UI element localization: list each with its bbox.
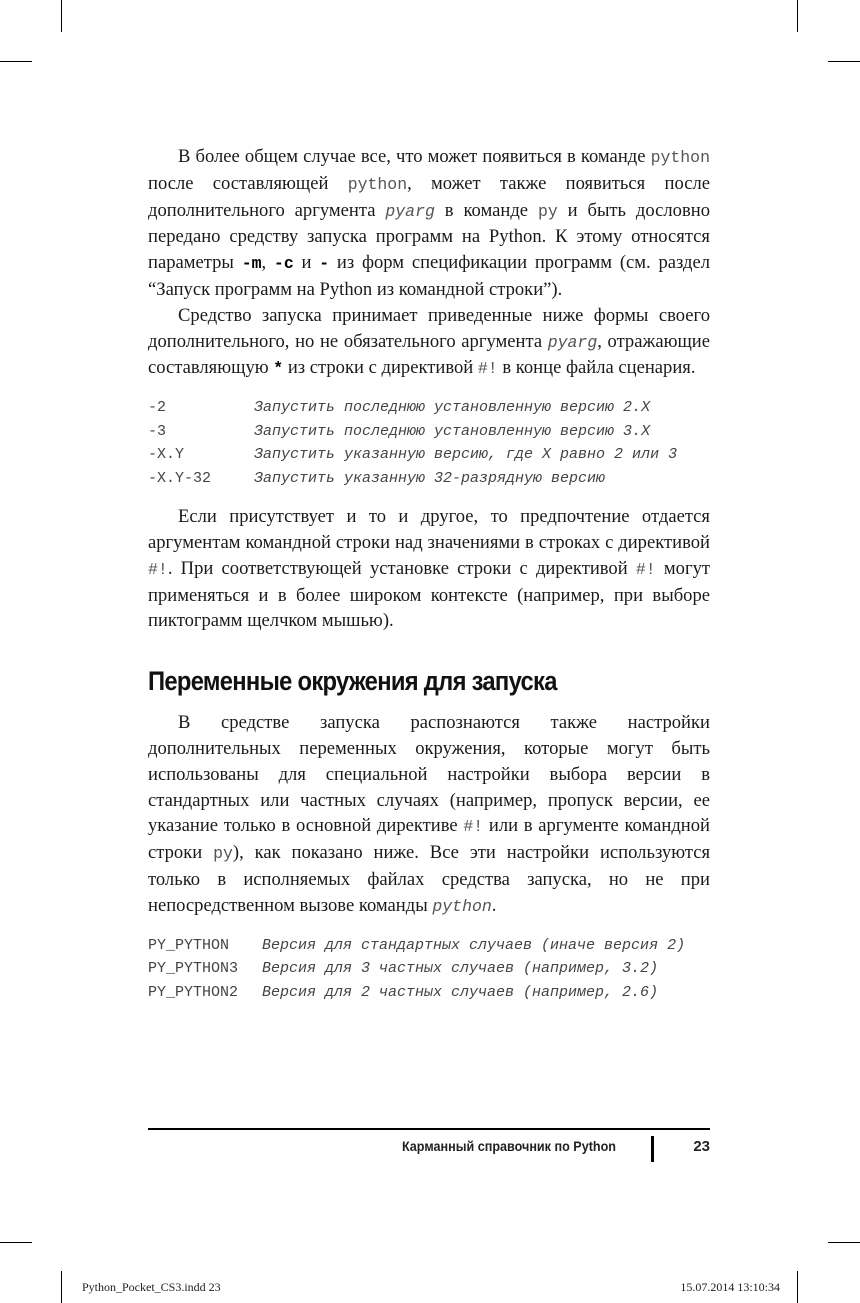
slug-file: Python_Pocket_CS3.indd 23 [82, 1280, 221, 1294]
slug-datetime: 15.07.2014 13:10:34 [680, 1280, 780, 1294]
crop-mark [828, 1242, 860, 1243]
page-number: 23 [693, 1138, 710, 1155]
paragraph-1: В более общем случае все, что может появиться в команде python после составляющей python, может также появиться после дополнительного аргумента pyarg в команде py и быть дословно передано средству запуска программ на Python. К этому относятся параметры -m, -c и - из форм спецификации программ (см. раздел “Запуск программ на Python из командной строки”). [148, 146, 711, 300]
launcher-options-list [148, 396, 710, 490]
page-body [148, 144, 710, 1004]
footer-separator [651, 1136, 654, 1162]
env-vars-list [148, 934, 710, 1005]
list-item: -2 Запустить последнюю установленную версию 2.X [148, 399, 651, 417]
crop-mark [797, 1271, 798, 1303]
footer-book-title: Карманный справочник по Python [401, 1138, 616, 1154]
crop-mark [61, 1271, 62, 1303]
list-item: -X.Y Запустить указанную версию, где X равно 2 или 3 [148, 446, 678, 464]
crop-mark [0, 61, 32, 62]
crop-mark [828, 61, 860, 62]
list-item: PY_PYTHON2 Версия для 2 частных случаев (например, 2.6) [148, 983, 659, 1001]
section-heading: Переменные окружения для запуска [148, 666, 557, 697]
list-item: PY_PYTHON Версия для стандартных случаев (иначе версия 2) [148, 936, 686, 954]
paragraph-4: В средстве запуска распознаются также настройки дополнительных переменных окружения, которые могут быть использованы для специальной настройки выбора версии в стандартных или частных случаях (например, пропуск версии, ее указание только в основной директиве #! или в аргументе командной строки py), как показано ниже. Все эти настройки используются только в исполняемых файлах средства запуска, но не при непосредственном вызове команды python. [148, 712, 710, 916]
crop-mark [0, 1242, 32, 1243]
list-item: PY_PYTHON3 Версия для 3 частных случаев (например, 3.2) [148, 960, 659, 978]
paragraph-3: Если присутствует и то и другое, то предпочтение отдается аргументам командной строки над значениями в строках с директивой #!. При соответствующей установке строки с директивой #! могут применяться и в более широком контексте (например, при выборе пиктограмм щелчком мышью). [148, 506, 711, 632]
footer-rule [148, 1128, 710, 1130]
list-item: -X.Y-32 Запустить указанную 32-разрядную версию [148, 469, 606, 487]
list-item: -3 Запустить последнюю установленную версию 3.X [148, 422, 651, 440]
crop-mark [797, 0, 798, 32]
crop-mark [61, 0, 62, 32]
paragraph-2: Средство запуска принимает приведенные ниже формы своего дополнительного, но не обязательного аргумента pyarg, отражающие составляющую * из строки с директивой #! в конце файла сценария. [148, 304, 710, 379]
